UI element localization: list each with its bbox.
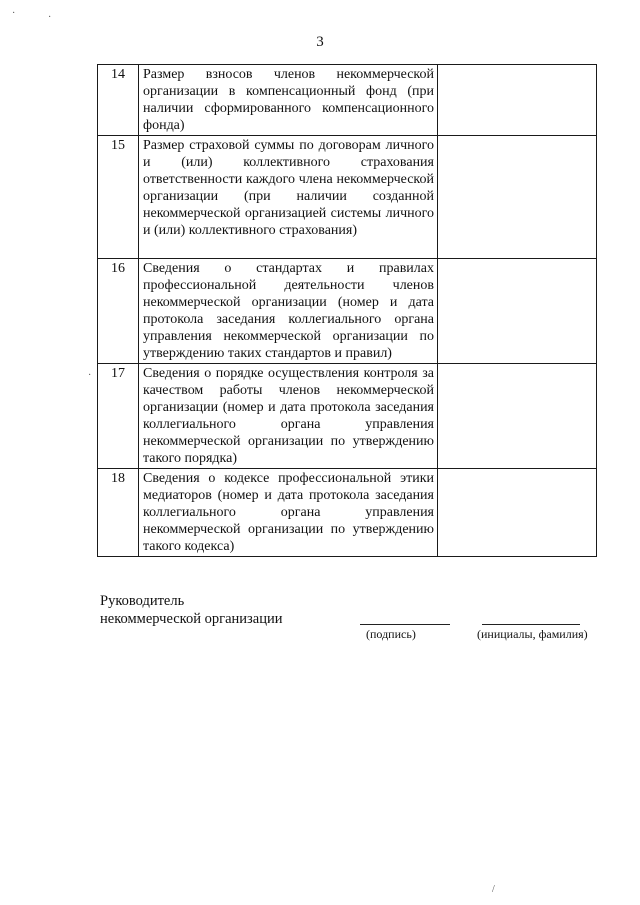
signature-line bbox=[360, 624, 450, 625]
table-row bbox=[98, 65, 597, 136]
signature-caption: (подпись) bbox=[366, 627, 416, 641]
row-number: 17 bbox=[98, 364, 139, 469]
row-value-cell bbox=[438, 364, 597, 469]
page-number: 3 bbox=[316, 34, 324, 50]
signatory-title-line2: некоммерческой организации bbox=[100, 611, 283, 627]
row-description: Размер взносов членов некоммерческой организации в компенсационный фонд (при наличии сформированного компенсационного фонда) bbox=[139, 65, 438, 136]
row-value-cell bbox=[438, 469, 597, 557]
row-description: Сведения о порядке осуществления контроля за качеством работы членов некоммерческой организации (номер и дата протокола заседания коллегиального органа управления некоммерческой организации по утверждению такого порядка) bbox=[139, 364, 438, 469]
scan-speck: / bbox=[492, 884, 495, 895]
row-number: 18 bbox=[98, 469, 139, 557]
row-number: 14 bbox=[98, 65, 139, 136]
scan-speck: · bbox=[48, 12, 52, 23]
signatory-title bbox=[100, 592, 282, 628]
signatory-title-line1: Руководитель bbox=[100, 593, 185, 609]
scan-speck: · bbox=[12, 8, 16, 19]
table-row bbox=[98, 259, 597, 364]
table-row bbox=[98, 364, 597, 469]
scan-speck: · bbox=[88, 370, 92, 381]
info-table bbox=[97, 64, 597, 557]
name-caption: (инициалы, фамилия) bbox=[477, 627, 588, 641]
row-description: Сведения о кодексе профессиональной этики медиаторов (номер и дата протокола заседания коллегиального органа управления некоммерческой организации по утверждению такого кодекса) bbox=[139, 469, 438, 557]
row-number: 15 bbox=[98, 136, 139, 259]
name-line bbox=[482, 624, 580, 625]
row-value-cell bbox=[438, 65, 597, 136]
row-description: Размер страховой суммы по договорам личного и (или) коллективного страхования ответственности каждого члена некоммерческой организации (при наличии созданной некоммерческой организацией системы личного и (или) коллективного страхования) bbox=[139, 136, 438, 259]
row-number: 16 bbox=[98, 259, 139, 364]
table-row bbox=[98, 136, 597, 259]
row-value-cell bbox=[438, 136, 597, 259]
row-value-cell bbox=[438, 259, 597, 364]
table-row bbox=[98, 469, 597, 557]
row-description: Сведения о стандартах и правилах профессиональной деятельности членов некоммерческой организации (номер и дата протокола заседания коллегиального органа управления некоммерческой организации по утверждению таких стандартов и правил) bbox=[139, 259, 438, 364]
